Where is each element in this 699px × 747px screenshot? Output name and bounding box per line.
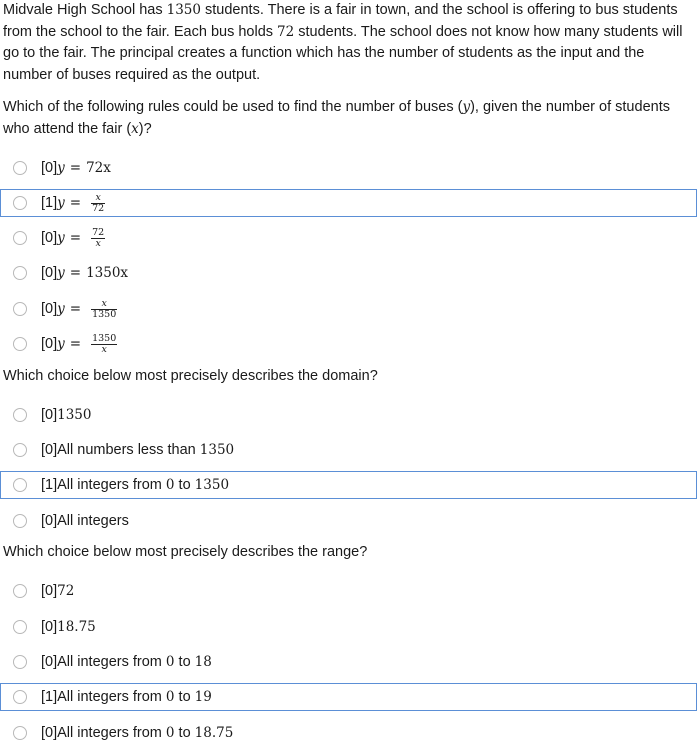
option-prefix: [0] <box>41 230 58 246</box>
fraction-numerator: x <box>95 191 101 203</box>
radio-button[interactable] <box>13 337 27 351</box>
option-math: 1350 <box>199 442 235 458</box>
radio-button[interactable] <box>13 266 27 280</box>
fraction-numerator: x <box>101 297 107 309</box>
q2-option-4[interactable] <box>0 507 697 535</box>
option-prefix: [1] <box>41 195 58 211</box>
option-label <box>41 299 117 320</box>
option-text-2: to <box>174 477 195 493</box>
question2-prompt: Which choice below most precisely describes the domain? <box>3 368 378 384</box>
option-label <box>41 407 91 423</box>
q2-option-3[interactable] <box>0 471 697 499</box>
option-math-2: 1350 <box>194 477 230 493</box>
radio-button[interactable] <box>13 231 27 245</box>
math-equals: = <box>69 160 82 176</box>
q2-option-2[interactable] <box>0 436 697 464</box>
option-label <box>41 583 74 599</box>
fraction-denominator: x <box>101 343 107 355</box>
option-prefix: [0] <box>41 336 58 352</box>
radio-button[interactable] <box>13 726 27 740</box>
fraction-numerator: 1350 <box>92 332 117 344</box>
option-prefix: [0] <box>41 160 58 176</box>
problem-intro <box>3 0 697 86</box>
q1-option-4[interactable] <box>0 259 697 287</box>
math-equals: = <box>69 195 82 211</box>
option-prefix: [0] <box>41 654 58 670</box>
fraction-denominator: 72 <box>92 202 105 214</box>
math-equals: = <box>69 265 82 281</box>
option-prefix: [1] <box>41 477 58 493</box>
radio-button[interactable] <box>13 655 27 669</box>
q1-option-1[interactable] <box>0 154 697 182</box>
option-text-2: to <box>174 689 195 705</box>
math-lhs: y <box>57 230 65 246</box>
math-lhs: y <box>57 301 65 317</box>
math-equals: = <box>69 301 82 317</box>
math-lhs: y <box>57 265 65 281</box>
option-text: All numbers less than <box>57 442 200 458</box>
option-prefix: [0] <box>41 619 58 635</box>
option-text: All integers <box>57 513 129 529</box>
option-math: 18.75 <box>57 619 96 635</box>
option-label <box>41 654 212 670</box>
fraction-denominator: 1350 <box>92 308 117 320</box>
math-rhs: 72x <box>86 160 111 176</box>
option-prefix: [0] <box>41 407 58 423</box>
option-prefix: [0] <box>41 725 58 741</box>
option-label <box>41 442 234 458</box>
math-lhs: y <box>57 336 65 352</box>
option-prefix: [0] <box>41 442 58 458</box>
radio-button[interactable] <box>13 584 27 598</box>
option-prefix: [0] <box>41 301 58 317</box>
q3-option-5[interactable] <box>0 719 697 747</box>
option-math: 0 <box>165 689 175 705</box>
q1-option-3[interactable] <box>0 224 697 252</box>
q1-prompt-part-c: )? <box>138 120 152 137</box>
q3-option-2[interactable] <box>0 613 697 641</box>
fraction <box>91 334 117 355</box>
q2-option-1[interactable] <box>0 401 697 429</box>
option-math: 0 <box>165 654 175 670</box>
option-prefix: [0] <box>41 583 58 599</box>
option-math-2: 18 <box>194 654 212 670</box>
radio-button[interactable] <box>13 161 27 175</box>
math-lhs: y <box>57 195 65 211</box>
question3-prompt: Which choice below most precisely describes the range? <box>3 544 368 560</box>
option-label <box>41 228 105 249</box>
q1-var-x: x <box>131 120 139 137</box>
option-label <box>41 619 96 635</box>
option-label <box>41 265 128 281</box>
option-prefix: [0] <box>41 513 58 529</box>
math-equals: = <box>69 230 82 246</box>
q1-prompt-part-b: ), given the number of students who attend the fair ( <box>3 99 670 137</box>
radio-button[interactable] <box>13 196 27 210</box>
option-math: 1350 <box>57 407 92 423</box>
fraction <box>91 193 105 214</box>
option-label <box>41 513 129 529</box>
fraction-denominator: x <box>95 237 101 249</box>
math-rhs: 1350x <box>86 265 129 281</box>
fraction-numerator: 72 <box>92 226 105 238</box>
option-label <box>41 160 111 176</box>
fraction <box>91 228 105 249</box>
option-label <box>41 477 229 493</box>
option-math-2: 19 <box>194 689 212 705</box>
radio-button[interactable] <box>13 620 27 634</box>
q3-option-4[interactable] <box>0 683 697 711</box>
intro-capacity-number: 72 <box>277 23 295 40</box>
option-text: All integers from <box>57 725 166 741</box>
q1-option-6[interactable] <box>0 330 697 358</box>
q3-option-3[interactable] <box>0 648 697 676</box>
intro-students-number: 1350 <box>166 2 201 18</box>
option-label <box>41 725 233 741</box>
option-label <box>41 193 105 214</box>
option-math: 0 <box>165 477 175 493</box>
option-prefix: [1] <box>41 689 58 705</box>
intro-text-2: students. There is a fair in town, and the school is offering to bus students from the school to the fair. Each bus holds <box>3 2 678 40</box>
q1-option-5[interactable] <box>0 295 697 323</box>
option-text-2: to <box>174 725 195 741</box>
option-label <box>41 334 117 355</box>
question1-prompt <box>3 97 697 140</box>
intro-text-3: students. The school does not know how many students will go to the fair. The principal creates a function which has the number of students as the input and the number of buses required as the output. <box>3 23 683 83</box>
option-math: 72 <box>57 583 75 599</box>
math-equals: = <box>69 336 82 352</box>
radio-button[interactable] <box>13 443 27 457</box>
option-math-2: 18.75 <box>194 725 234 741</box>
q3-option-1[interactable] <box>0 577 697 605</box>
q1-prompt-part-a: Which of the following rules could be used to find the number of buses ( <box>3 99 463 115</box>
option-label <box>41 689 212 705</box>
option-text: All integers from <box>57 689 166 705</box>
fraction <box>91 299 117 320</box>
option-math: 0 <box>165 725 175 741</box>
q1-var-y: y <box>462 99 471 115</box>
math-lhs: y <box>57 160 65 176</box>
radio-button[interactable] <box>13 408 27 422</box>
radio-button[interactable] <box>13 514 27 528</box>
q1-option-2[interactable] <box>0 189 697 217</box>
option-text: All integers from <box>57 477 166 493</box>
radio-button[interactable] <box>13 478 27 492</box>
radio-button[interactable] <box>13 302 27 316</box>
option-text: All integers from <box>57 654 166 670</box>
radio-button[interactable] <box>13 690 27 704</box>
option-prefix: [0] <box>41 265 58 281</box>
option-text-2: to <box>174 654 195 670</box>
intro-text-1: Midvale High School has <box>3 2 167 18</box>
